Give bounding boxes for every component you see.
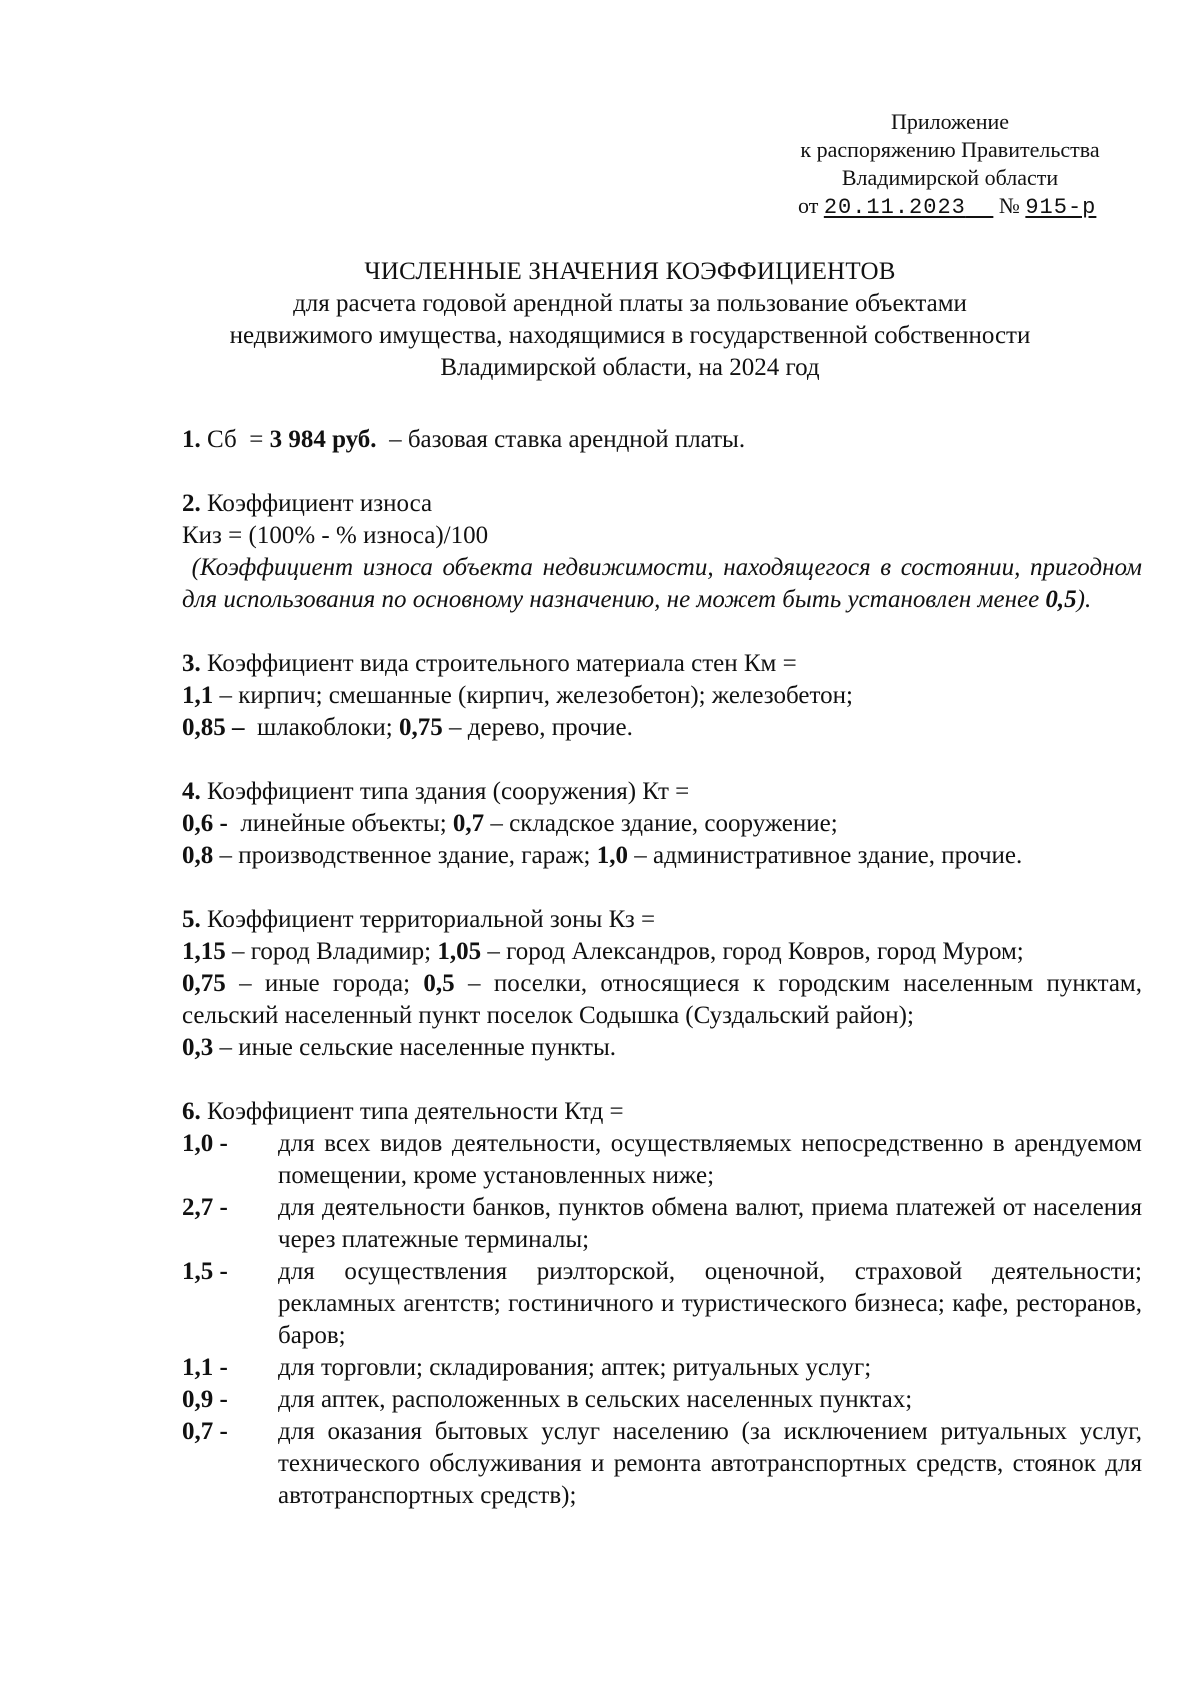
title-main: ЧИСЛЕННЫЕ ЗНАЧЕНИЯ КОЭФФИЦИЕНТОВ (364, 258, 896, 285)
order-date: 20.11.2023 (823, 195, 966, 220)
wear-formula: Киз = (100% - % износа)/100 (182, 522, 489, 549)
appendix-reference (760, 108, 1140, 222)
wear-min-value: 0,5 (1045, 586, 1077, 613)
document-title (150, 256, 1110, 384)
coefficient-description: для оказания бытовых услуг населению (за исключением ритуальных услуг, технического обслуживания и ремонта автотранспортных средств, стоянок для автотранспортных средств); (278, 1418, 1142, 1509)
section-activity-type (182, 1096, 1142, 1512)
wear-note: (Коэффициент износа объекта недвижимости, находящегося в состоянии, пригодном для использования по основному назначению, не может быть установлен менее 0,5). (182, 554, 1149, 613)
section-number: 1. (182, 426, 201, 453)
coefficient-value: 2,7 - (182, 1194, 228, 1221)
territorial-zone-heading: 5. Коэффициент территориальной зоны Кз = (182, 906, 656, 933)
section-number: 4. (182, 778, 201, 805)
territorial-zone-line-3: 0,3 – иные сельские населенные пункты. (182, 1034, 616, 1061)
base-rate-line: 1. Сб = 3 984 руб. – базовая ставка арендной платы. (182, 426, 746, 453)
section-territorial-zone (182, 904, 1142, 1064)
wall-material-line-1: 1,1 – кирпич; смешанные (кирпич, железобетон); железобетон; (182, 682, 853, 709)
coefficient-value: 0,9 - (182, 1386, 228, 1413)
section-wear-coefficient (182, 488, 1149, 616)
appendix-region: Владимирской области (841, 165, 1059, 190)
section-number: 5. (182, 906, 201, 933)
title-sub-1: для расчета годовой арендной платы за пользование объектами (293, 290, 967, 317)
building-type-line-2: 0,8 – производственное здание, гараж; 1,0 – административное здание, прочие. (182, 842, 1023, 869)
date-prefix: от (798, 193, 819, 218)
section-number: 3. (182, 650, 201, 677)
coefficient-value: 1,5 - (182, 1258, 228, 1285)
list-item (182, 1192, 1142, 1256)
list-item (182, 1256, 1142, 1352)
coefficient-description: для деятельности банков, пунктов обмена валют, приема платежей от населения через платежные терминалы; (278, 1194, 1142, 1253)
coefficient-description: для торговли; складирования; аптек; ритуальных услуг; (278, 1354, 872, 1381)
appendix-order-ref: к распоряжению Правительства (800, 137, 1100, 162)
title-sub-3: Владимирской области, на 2024 год (440, 354, 820, 381)
coefficient-value: 0,7 - (182, 1418, 228, 1445)
wear-heading: 2. Коэффициент износа (182, 490, 433, 517)
coefficient-description: для осуществления риэлторской, оценочной, страховой деятельности; рекламных агентств; гостиничного и туристического бизнеса; кафе, ресторанов, баров; (278, 1258, 1142, 1349)
wall-material-line-2: 0,85 – шлакоблоки; 0,75 – дерево, прочие. (182, 714, 633, 741)
building-type-line-1: 0,6 - линейные объекты; 0,7 – складское здание, сооружение; (182, 810, 838, 837)
activity-coefficient-list (182, 1128, 1142, 1512)
list-item (182, 1416, 1142, 1512)
section-wall-material (182, 648, 1142, 744)
wall-material-heading: 3. Коэффициент вида строительного материала стен Км = (182, 650, 797, 677)
title-sub-2: недвижимого имущества, находящимися в государственной собственности (229, 322, 1031, 349)
coefficient-value: 1,0 - (182, 1130, 228, 1157)
number-prefix: № (998, 193, 1020, 218)
coefficient-description: для всех видов деятельности, осуществляемых непосредственно в арендуемом помещении, кроме установленных ниже; (278, 1130, 1142, 1189)
section-building-type (182, 776, 1142, 872)
list-item (182, 1352, 1142, 1384)
appendix-label: Приложение (890, 109, 1010, 134)
base-rate-value: 3 984 руб. (269, 426, 377, 453)
section-base-rate (182, 424, 1142, 456)
building-type-heading: 4. Коэффициент типа здания (сооружения) Кт = (182, 778, 690, 805)
activity-type-heading: 6. Коэффициент типа деятельности Ктд = (182, 1098, 624, 1125)
section-number: 2. (182, 490, 201, 517)
coefficient-description: для аптек, расположенных в сельских населенных пунктах; (278, 1386, 913, 1413)
list-item (182, 1384, 1142, 1416)
territorial-zone-line-2: 0,75 – иные города; 0,5 – поселки, относящиеся к городским населенным пунктам, сельский населенный пункт поселок Содышка (Суздальский район); (182, 970, 1143, 1029)
coefficient-value: 1,1 - (182, 1354, 228, 1381)
document-body (182, 424, 1149, 1544)
order-number: 915-р (1025, 195, 1097, 220)
territorial-zone-line-1: 1,15 – город Владимир; 1,05 – город Александров, город Ковров, город Муром; (182, 938, 1024, 965)
list-item (182, 1128, 1142, 1192)
section-number: 6. (182, 1098, 201, 1125)
appendix-date-number (760, 192, 1140, 222)
